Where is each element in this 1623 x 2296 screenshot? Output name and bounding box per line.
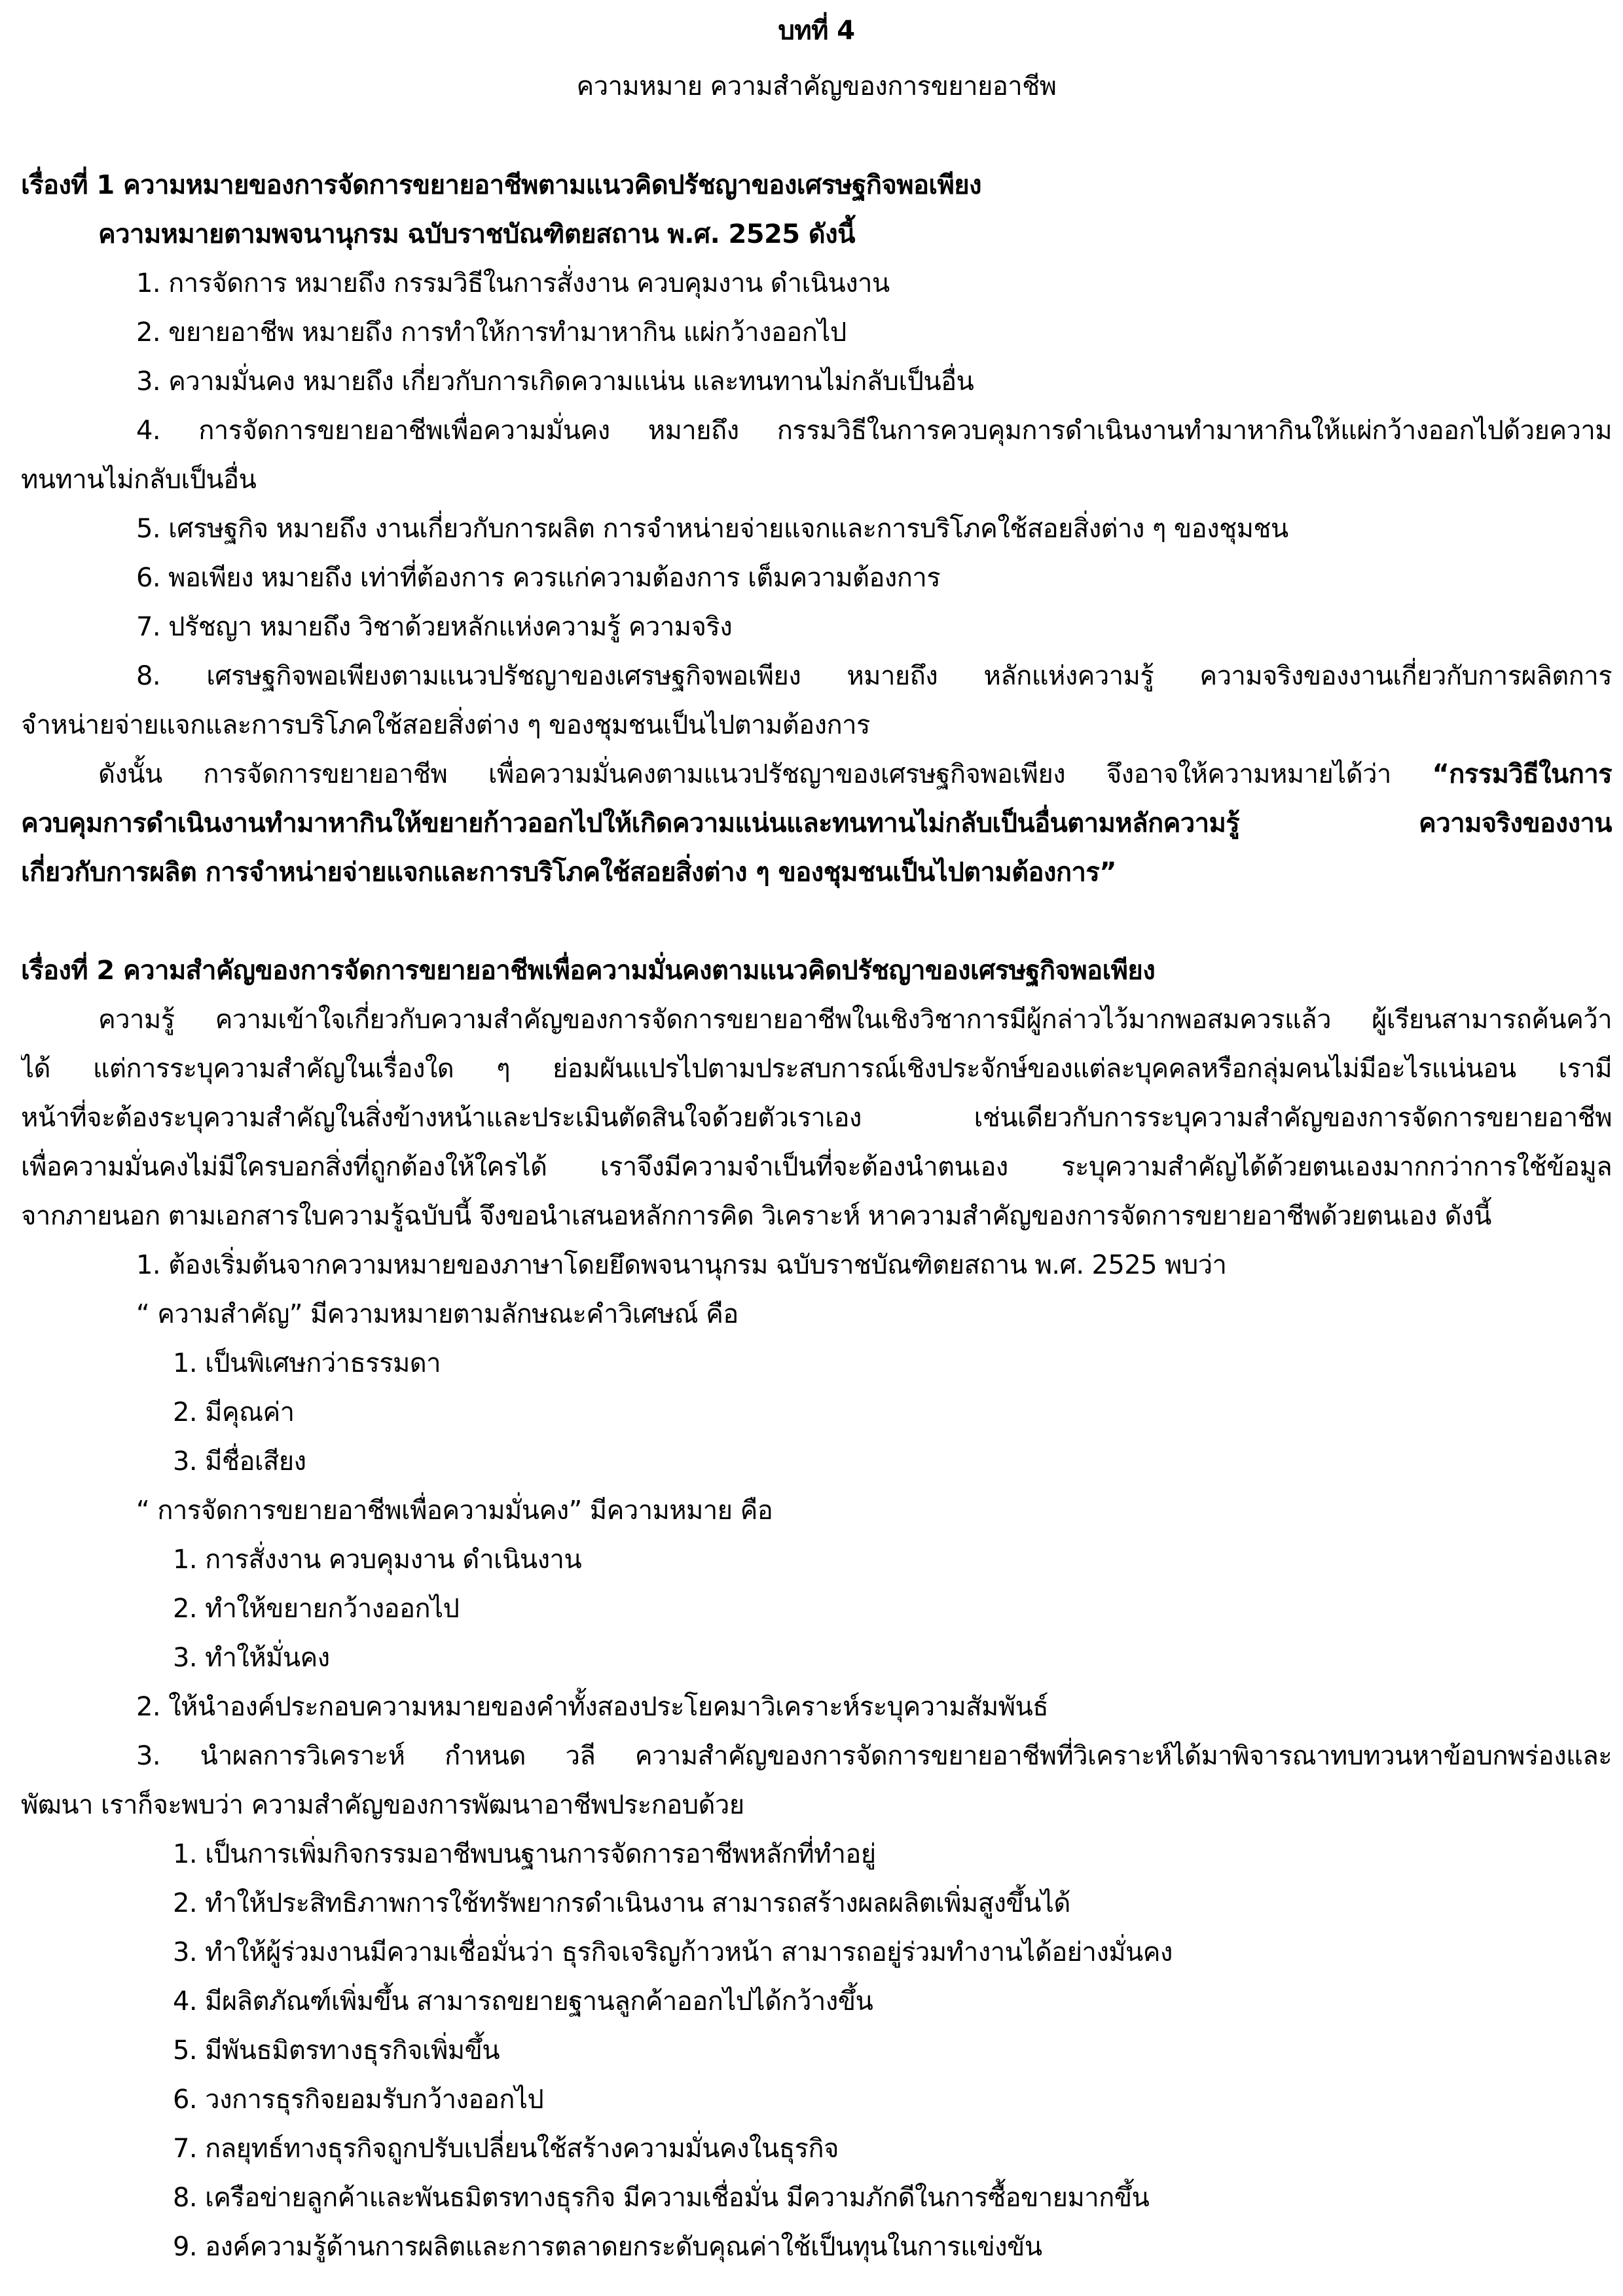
importance-item: 1. เป็นการเพิ่มกิจกรรมอาชีพบนฐานการจัดการอาชีพหลักที่ทำอยู่ [173,1839,876,1869]
step-item: 1. ต้องเริ่มต้นจากความหมายของภาษาโดยยึดพจนานุกรม ฉบับราชบัณฑิตยสถาน พ.ศ. 2525 พบว่า [136,1250,1227,1280]
importance-item: 3. ทำให้ผู้ร่วมงานมีความเชื่อมั่นว่า ธุรกิจเจริญก้าวหน้า สามารถอยู่ร่วมทำงานได้อย่างมั่นคง [173,1937,1173,1967]
body-paragraph: ความรู้ ความเข้าใจเกี่ยวกับความสำคัญของการจัดการขยายอาชีพในเชิงวิชาการมีผู้กล่าวไว้มากพอสมควรแล้ว ผู้เรียนสามารถค้นคว้า [98,1005,1612,1035]
step-item: 2. ให้นำองค์ประกอบความหมายของคำทั้งสองประโยคมาวิเคราะห์ระบุความสัมพันธ์ [136,1692,1049,1722]
term-meaning: 1. การสั่งงาน ควบคุมงาน ดำเนินงาน [173,1545,582,1575]
definition-item: 4. การจัดการขยายอาชีพเพื่อความมั่นคง หมายถึง กรรมวิธีในการควบคุมการดำเนินงานทำมาหากินให้แผ่กว้างออกไปด้วยความ [136,416,1612,446]
conclusion-definition: “กรรมวิธีในการ [1432,759,1612,789]
term-meaning: 3. ทำให้มั่นคง [173,1643,330,1673]
definition-item-continuation: จำหน่ายจ่ายแจกและการบริโภคใช้สอยสิ่งต่าง ๆ ของชุมชนเป็นไปตามต้องการ [21,710,870,740]
definition-item: 6. พอเพียง หมายถึง เท่าที่ต้องการ ควรแก่ความต้องการ เต็มความต้องการ [136,563,941,593]
definition-item: 8. เศรษฐกิจพอเพียงตามแนวปรัชญาของเศรษฐกิจพอเพียง หมายถึง หลักแห่งความรู้ ความจริงของงานเกี่ยวกับการผลิตการ [136,661,1612,691]
step-item-continuation: พัฒนา เราก็จะพบว่า ความสำคัญของการพัฒนาอาชีพประกอบด้วย [21,1790,744,1820]
section1-heading: เรื่องที่ 1 ความหมายของการจัดการขยายอาชีพตามแนวคิดปรัชญาของเศรษฐกิจพอเพียง [21,170,981,200]
importance-item: 4. มีผลิตภัณฑ์เพิ่มขึ้น สามารถขยายฐานลูกค้าออกไปได้กว้างขึ้น [173,1986,873,2017]
importance-item: 7. กลยุทธ์ทางธุรกิจถูกปรับเปลี่ยนใช้สร้างความมั่นคงในธุรกิจ [173,2134,839,2164]
term-meaning: 2. มีคุณค่า [173,1397,295,1427]
definition-item: 1. การจัดการ หมายถึง กรรมวิธีในการสั่งงาน ควบคุมงาน ดำเนินงาน [136,268,890,298]
section2-heading: เรื่องที่ 2 ความสำคัญของการจัดการขยายอาชีพเพื่อความมั่นคงตามแนวคิดปรัชญาของเศรษฐกิจพอเพียง [21,956,1156,986]
conclusion-definition: ควบคุมการดำเนินงานทำมาหากินให้ขยายก้าวออกไปให้เกิดความแน่นและทนทานไม่กลับเป็นอื่นตามหลักความรู้ ความจริงของงาน [21,808,1612,838]
conclusion-text: ดังนั้น การจัดการขยายอาชีพ เพื่อความมั่นคงตามแนวปรัชญาของเศรษฐกิจพอเพียง จึงอาจให้ความหมายได้ว่า [98,759,1432,789]
term-meaning: 2. ทำให้ขยายกว้างออกไป [173,1594,460,1624]
importance-item: 8. เครือข่ายลูกค้าและพันธมิตรทางธุรกิจ มีความเชื่อมั่น มีความภักดีในการซื้อขายมากขึ้น [173,2183,1150,2213]
chapter-title: บทที่ 4 [778,16,855,46]
definition-item: 7. ปรัชญา หมายถึง วิชาด้วยหลักแห่งความรู้ ความจริง [136,612,733,642]
step-item: 3. นำผลการวิเคราะห์ กำหนด วลี ความสำคัญของการจัดการขยายอาชีพที่วิเคราะห์ได้มาพิจารณาทบทวนหาข้อบกพร่องและ [136,1741,1612,1771]
term-heading: “ ความสำคัญ” มีความหมายตามลักษณะคำวิเศษณ์ คือ [136,1299,739,1329]
definition-item: 5. เศรษฐกิจ หมายถึง งานเกี่ยวกับการผลิต การจำหน่ายจ่ายแจกและการบริโภคใช้สอยสิ่งต่าง ๆ ของชุมชน [136,514,1288,544]
definition-item-continuation: ทนทานไม่กลับเป็นอื่น [21,465,257,495]
body-paragraph: เพื่อความมั่นคงไม่มีใครบอกสิ่งที่ถูกต้องให้ใครได้ เราจึงมีความจำเป็นที่จะต้องนำตนเอง ระบุความสำคัญได้ด้วยตนเองมากกว่าการใช้ข้อมูล [21,1152,1612,1182]
body-paragraph: หน้าที่จะต้องระบุความสำคัญในสิ่งข้างหน้าและประเมินตัดสินใจด้วยตัวเราเอง เช่นเดียวกับการระบุความสำคัญของการจัดการขยายอาชีพ [21,1103,1612,1133]
body-paragraph: จากภายนอก ตามเอกสารใบความรู้ฉบับนี้ จึงขอนำเสนอหลักการคิด วิเคราะห์ หาความสำคัญของการจัดการขยายอาชีพด้วยตนเอง ดังนี้ [21,1201,1491,1231]
section1-subheading: ความหมายตามพจนานุกรม ฉบับราชบัณฑิตยสถาน พ.ศ. 2525 ดังนี้ [98,219,855,249]
body-paragraph: ได้ แต่การระบุความสำคัญในเรื่องใด ๆ ย่อมผันแปรไปตามประสบการณ์เชิงประจักษ์ของแต่ละบุคคลหรือกลุ่มคนไม่มีอะไรแน่นอน เรามี [21,1054,1612,1084]
importance-item: 6. วงการธุรกิจยอมรับกว้างออกไป [173,2085,544,2115]
chapter-subtitle: ความหมาย ความสำคัญของการขยายอาชีพ [576,71,1057,101]
importance-item: 5. มีพันธมิตรทางธุรกิจเพิ่มขึ้น [173,2036,500,2066]
importance-item: 9. องค์ความรู้ด้านการผลิตและการตลาดยกระดับคุณค่าใช้เป็นทุนในการแข่งขัน [173,2232,1042,2262]
conclusion-definition: เกี่ยวกับการผลิต การจำหน่ายจ่ายแจกและการบริโภคใช้สอยสิ่งต่าง ๆ ของชุมชนเป็นไปตามต้องการ” [21,857,1116,888]
term-meaning: 1. เป็นพิเศษกว่าธรรมดา [173,1348,441,1378]
importance-item: 2. ทำให้ประสิทธิภาพการใช้ทรัพยากรดำเนินงาน สามารถสร้างผลผลิตเพิ่มสูงขึ้นได้ [173,1888,1070,1918]
term-heading: “ การจัดการขยายอาชีพเพื่อความมั่นคง” มีความหมาย คือ [136,1496,773,1526]
term-meaning: 3. มีชื่อเสียง [173,1446,306,1477]
definition-item: 3. ความมั่นคง หมายถึง เกี่ยวกับการเกิดความแน่น และทนทานไม่กลับเป็นอื่น [136,367,974,397]
definition-item: 2. ขยายอาชีพ หมายถึง การทำให้การทำมาหากิน แผ่กว้างออกไป [136,317,847,348]
conclusion-paragraph [21,750,1612,798]
